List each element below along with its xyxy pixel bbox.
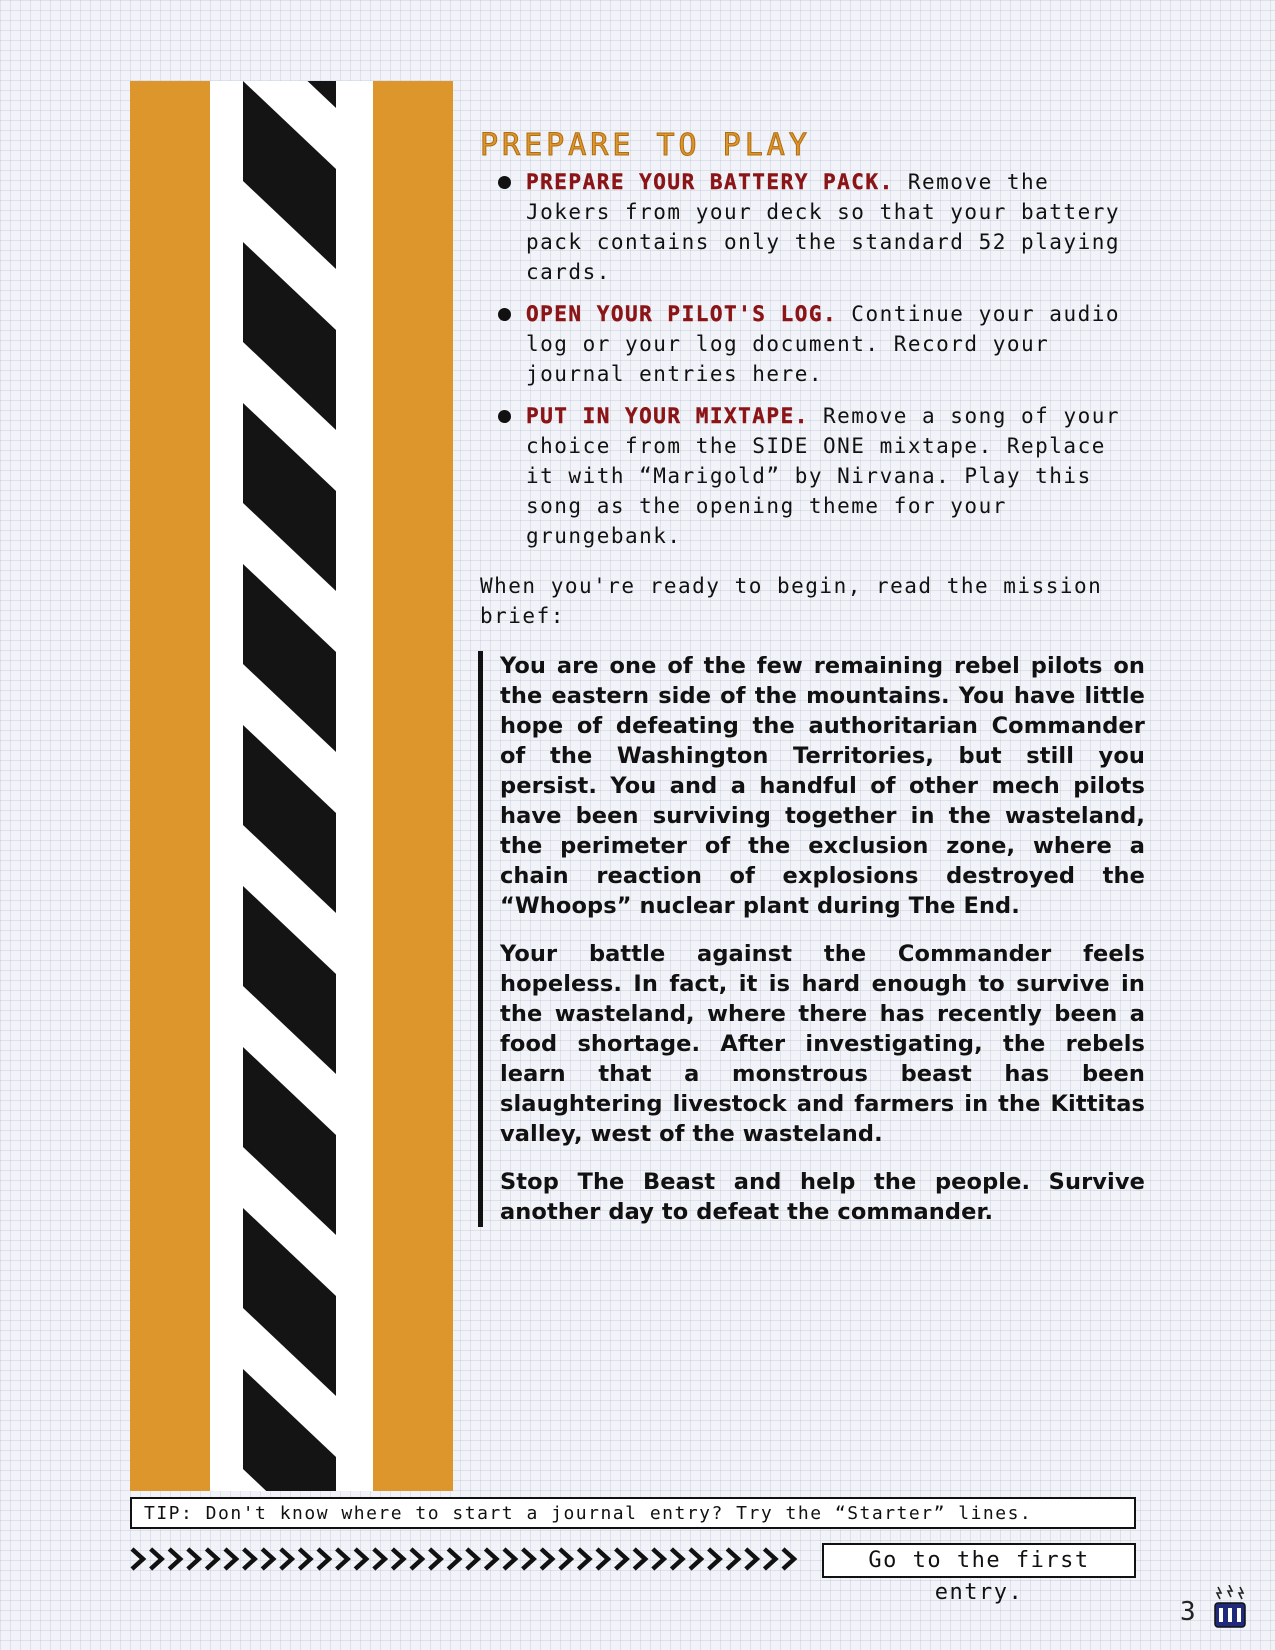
chevron-mark <box>597 1549 608 1569</box>
chevron-mark <box>764 1549 775 1569</box>
chevron-mark <box>151 1549 162 1569</box>
prepare-steps-list <box>480 167 1145 551</box>
chevron-mark <box>578 1549 589 1569</box>
go-to-first-entry-link[interactable]: Go to the first entry. <box>822 1543 1136 1578</box>
hazard-stripe <box>243 886 336 1074</box>
chevron-mark <box>541 1549 552 1569</box>
chevron-mark <box>225 1549 236 1569</box>
chevron-mark <box>262 1549 273 1569</box>
chevron-mark <box>690 1549 701 1569</box>
decorative-banner <box>130 81 453 1491</box>
chevron-mark <box>318 1549 329 1569</box>
intro-text: When you're ready to begin, read the mission brief: <box>480 574 1103 628</box>
chevron-mark <box>430 1549 441 1569</box>
page-number: 3 <box>1180 1597 1196 1627</box>
chevron-mark <box>783 1549 794 1569</box>
list-item <box>498 167 1145 287</box>
chevron-mark <box>169 1549 180 1569</box>
step-heading: PUT IN YOUR MIXTAPE. <box>526 404 809 428</box>
chevron-mark <box>727 1549 738 1569</box>
chevron-mark <box>355 1549 366 1569</box>
hazard-stripe <box>243 1047 336 1235</box>
chevron-mark <box>746 1549 757 1569</box>
chevron-mark <box>653 1549 664 1569</box>
hazard-stripes <box>210 81 373 1491</box>
chevron-mark <box>485 1549 496 1569</box>
step-body: Continue your audio log or your log document. Record your journal entries here. <box>526 302 1121 386</box>
hazard-stripe <box>243 564 336 752</box>
brief-paragraph: Stop The Beast and help the people. Survive another day to defeat the commander. <box>500 1169 1145 1225</box>
chevron-mark <box>448 1549 459 1569</box>
chevron-mark <box>281 1549 292 1569</box>
step-body: Remove a song of your choice from the SIDE ONE mixtape. Replace it with “Marigold” by Nirvana. Play this song as the opening theme for your grungebank. <box>526 404 1121 548</box>
step-heading: PREPARE YOUR BATTERY PACK. <box>526 170 894 194</box>
tip-box: TIP: Don't know where to start a journal entry? Try the “Starter” lines. <box>130 1497 1136 1529</box>
section-title: PREPARE TO PLAY <box>480 128 811 163</box>
chevron-mark <box>504 1549 515 1569</box>
chevron-mark <box>244 1549 255 1569</box>
hazard-stripe <box>243 1208 336 1396</box>
chevron-mark <box>337 1549 348 1569</box>
chevron-mark <box>206 1549 217 1569</box>
hazard-stripe <box>243 81 336 269</box>
chevron-right-icon <box>130 1546 802 1572</box>
main-content <box>480 128 1145 1227</box>
chevron-mark <box>299 1549 310 1569</box>
mission-brief <box>478 651 1145 1227</box>
chevron-mark <box>411 1549 422 1569</box>
hazard-stripe <box>243 242 336 430</box>
chevron-mark <box>188 1549 199 1569</box>
hazard-stripe <box>243 403 336 591</box>
bullet-icon <box>498 410 511 423</box>
step-body: Remove the Jokers from your deck so that your battery pack contains only the standard 52 playing cards. <box>526 170 1121 284</box>
chevron-mark <box>132 1549 143 1569</box>
bullet-icon <box>498 176 511 189</box>
brief-paragraph: You are one of the few remaining rebel pilots on the eastern side of the mountains. You have little hope of defeating the authoritarian Commander of the Washington Territories, but still you persist. You and a handful of other mech pilots have been surviving together in the wasteland, the perimeter of the exclusion zone, where a chain reaction of explosions destroyed the “Whoops” nuclear plant during The End. <box>500 653 1145 919</box>
chevron-mark <box>392 1549 403 1569</box>
hazard-stripe <box>243 725 336 913</box>
step-heading: OPEN YOUR PILOT'S LOG. <box>526 302 838 326</box>
chevron-mark <box>523 1549 534 1569</box>
chevron-mark <box>374 1549 385 1569</box>
chevron-mark <box>560 1549 571 1569</box>
hazard-stripe <box>243 1369 336 1491</box>
hazard-stripe-panel <box>210 81 373 1491</box>
battery-icon <box>1212 1585 1248 1629</box>
chevron-mark <box>709 1549 720 1569</box>
list-item <box>498 401 1145 551</box>
chevron-mark <box>634 1549 645 1569</box>
chevron-mark <box>671 1549 682 1569</box>
bullet-icon <box>498 308 511 321</box>
brief-paragraph: Your battle against the Commander feels hopeless. In fact, it is hard enough to survive in the wasteland, where there has recently been a food shortage. After investigating, the rebels learn that a monstrous beast has been slaughtering livestock and farmers in the Kittitas valley, west of the wasteland. <box>500 941 1145 1147</box>
chevron-mark <box>467 1549 478 1569</box>
list-item <box>498 299 1145 389</box>
chevron-mark <box>616 1549 627 1569</box>
